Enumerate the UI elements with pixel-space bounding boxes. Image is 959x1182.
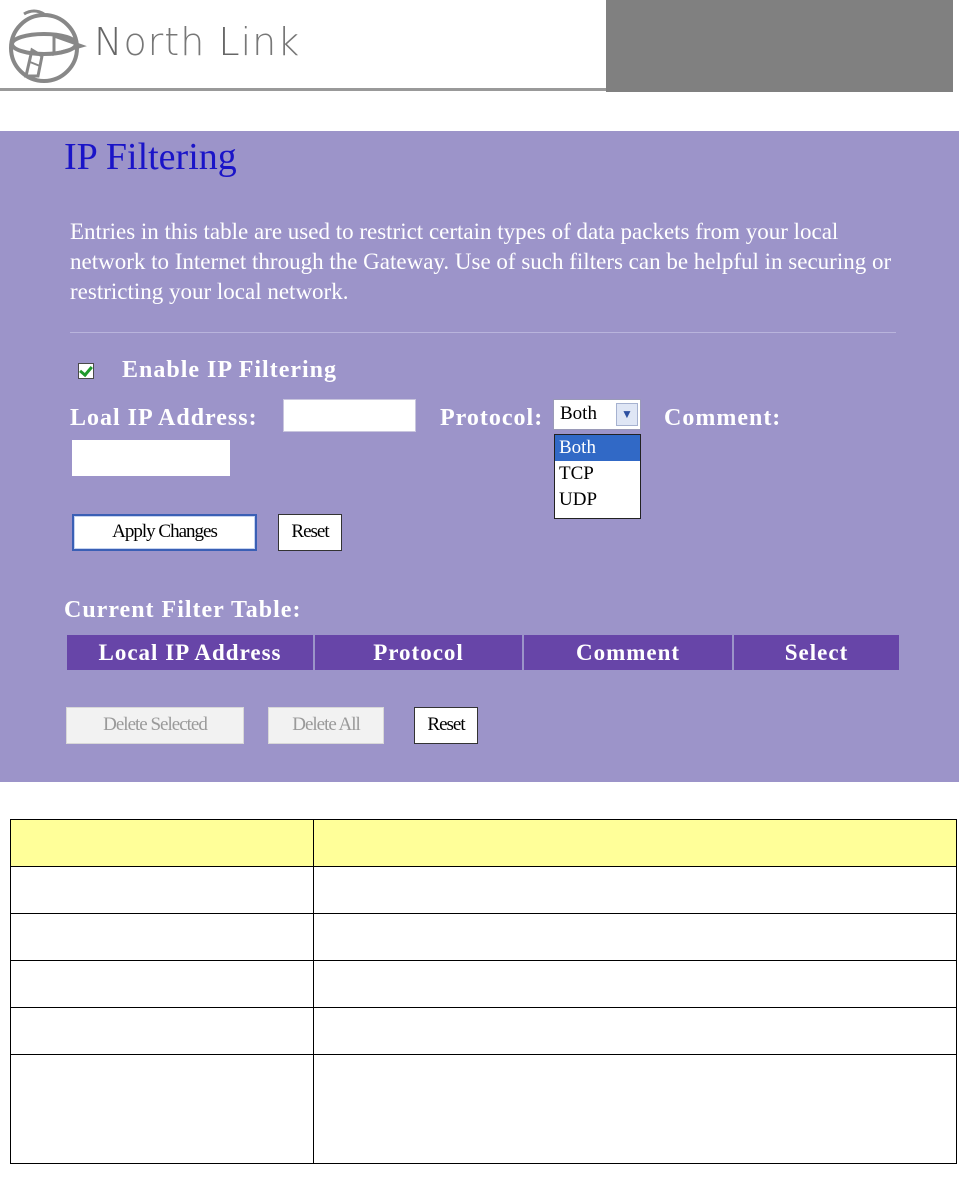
apply-changes-button[interactable]: Apply Changes	[72, 514, 257, 551]
table-cell	[314, 1008, 957, 1055]
delete-all-button[interactable]: Delete All	[268, 707, 384, 744]
local-ip-input[interactable]	[283, 399, 416, 432]
table-row	[11, 914, 957, 961]
form-reset-button[interactable]: Reset	[278, 514, 342, 551]
northlink-logo-icon	[4, 6, 88, 86]
table-cell	[314, 867, 957, 914]
section-divider	[70, 332, 896, 333]
local-ip-label: Loal IP Address:	[70, 405, 258, 431]
page-header	[0, 0, 959, 100]
table-row	[11, 1008, 957, 1055]
table-cell	[314, 820, 957, 867]
table-cell	[11, 914, 314, 961]
header-gray-block	[606, 0, 953, 92]
table-cell	[11, 1055, 314, 1164]
enable-ip-filtering-checkbox[interactable]	[78, 363, 94, 379]
column-header-protocol: Protocol	[315, 635, 522, 670]
comment-input[interactable]	[72, 440, 230, 476]
table-row	[11, 1055, 957, 1164]
ip-filtering-panel	[0, 131, 959, 782]
brand-name	[94, 20, 300, 64]
delete-selected-button[interactable]: Delete Selected	[66, 707, 244, 744]
table-cell	[314, 914, 957, 961]
column-header-select: Select	[734, 635, 899, 670]
table-cell	[11, 1008, 314, 1055]
chevron-down-icon[interactable]: ▼	[616, 403, 638, 426]
table-row	[11, 867, 957, 914]
column-header-local-ip: Local IP Address	[67, 635, 313, 670]
brand-name-l: L	[218, 20, 241, 64]
table-cell	[314, 961, 957, 1008]
protocol-label: Protocol:	[440, 405, 544, 431]
protocol-dropdown-list	[554, 434, 641, 519]
table-cell	[314, 1055, 957, 1164]
table-header-row	[11, 820, 957, 867]
page-title: IP Filtering	[64, 136, 237, 178]
column-header-comment: Comment	[524, 635, 732, 670]
protocol-option-both[interactable]: Both	[555, 435, 640, 461]
current-filter-table	[67, 635, 901, 670]
brand-name-n: N	[94, 20, 124, 64]
parameter-description-table	[10, 819, 957, 1164]
protocol-selected-value: Both	[560, 403, 597, 424]
protocol-select[interactable]	[553, 399, 641, 430]
filter-table-title: Current Filter Table:	[64, 597, 302, 623]
protocol-option-udp[interactable]: UDP	[559, 489, 598, 510]
brand-name-orth: orth	[123, 20, 206, 64]
protocol-option-tcp[interactable]: TCP	[559, 463, 594, 484]
table-cell	[11, 867, 314, 914]
table-row	[11, 961, 957, 1008]
table-cell	[11, 820, 314, 867]
header-divider	[0, 88, 606, 91]
enable-ip-filtering-row	[78, 357, 337, 384]
page-description: Entries in this table are used to restrict certain types of data packets from your local network to Internet through the Gateway. Use of such filters can be helpful in securing or restricting your local network.	[70, 219, 892, 304]
table-cell	[11, 961, 314, 1008]
enable-ip-filtering-label: Enable IP Filtering	[122, 357, 338, 383]
comment-label: Comment:	[664, 405, 782, 431]
brand-name-ink: ink	[240, 20, 301, 64]
table-reset-button[interactable]: Reset	[414, 707, 478, 744]
